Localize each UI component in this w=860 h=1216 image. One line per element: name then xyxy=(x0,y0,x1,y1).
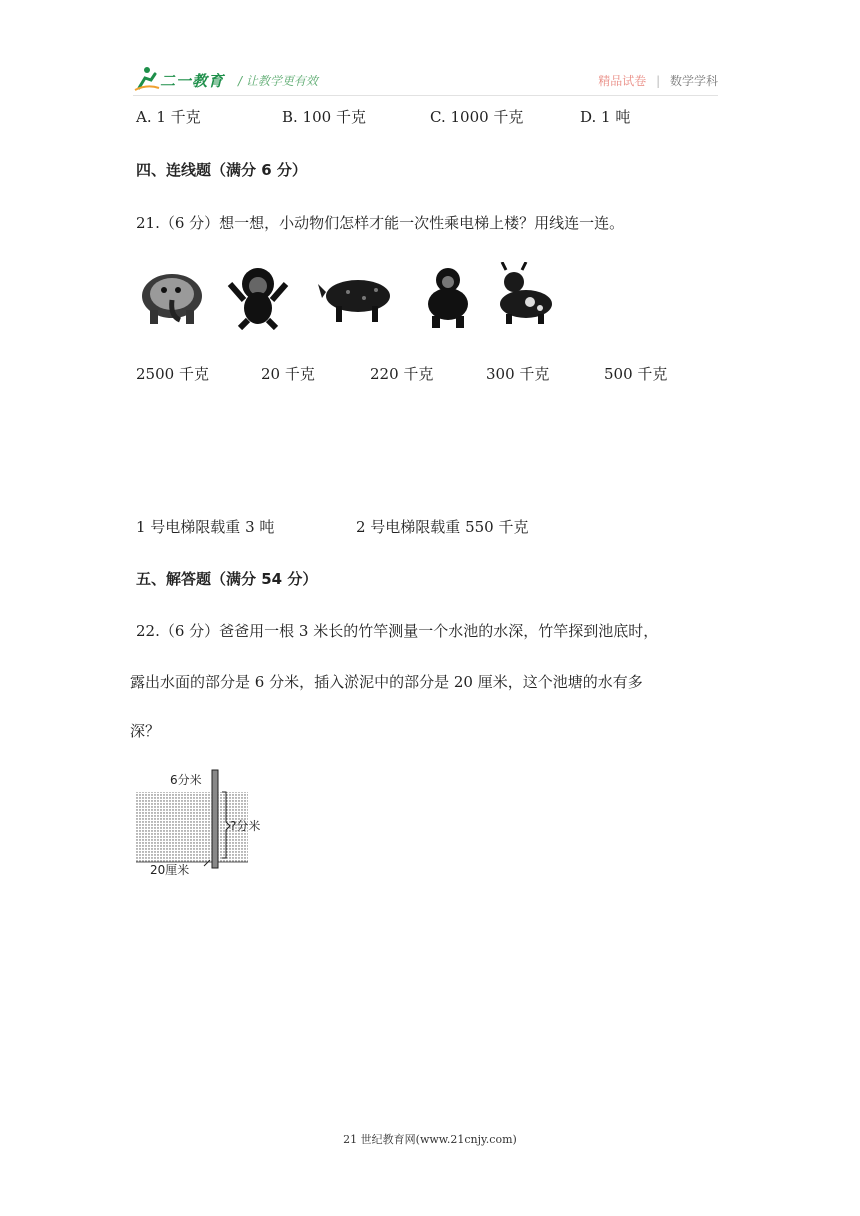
label-top: 6分米 xyxy=(170,773,202,787)
option-c: C. 1000 千克 xyxy=(430,108,524,126)
pond-diagram xyxy=(130,764,280,880)
elevator-1-label: 1 号电梯限载重 3 吨 xyxy=(136,518,275,536)
label-bottom: 20厘米 xyxy=(150,863,190,877)
option-b: B. 100 千克 xyxy=(282,108,366,126)
option-a: A. 1 千克 xyxy=(136,108,201,126)
elephant-icon xyxy=(142,274,202,324)
pig-icon xyxy=(318,280,390,322)
q22-line3: 深？ xyxy=(130,722,161,740)
weight-label: 2500 千克 xyxy=(136,365,209,383)
section5-title: 五、解答题（满分 54 分） xyxy=(136,570,318,588)
page-footer: 21 世纪教育网(www.21cnjy.com) xyxy=(343,1133,517,1146)
bamboo-pole xyxy=(212,770,218,868)
header-divider xyxy=(133,95,718,96)
dog-icon xyxy=(500,262,552,324)
weights-row xyxy=(136,363,736,387)
animal-row xyxy=(136,262,556,330)
option-d: D. 1 吨 xyxy=(580,108,631,126)
header-slogan: / 让教学更有效 xyxy=(238,74,318,88)
header-subject: 数学学科 xyxy=(669,74,718,88)
label-mid: ?分米 xyxy=(230,819,261,833)
q22-line1: 22.（6 分）爸爸用一根 3 米长的竹竿测量一个水池的水深，竹竿探到池底时， xyxy=(136,622,659,640)
weight-label: 220 千克 xyxy=(370,365,434,383)
weight-label: 500 千克 xyxy=(604,365,668,383)
q21-text: 21.（6 分）想一想，小动物们怎样才能一次性乘电梯上楼？用线连一连。 xyxy=(136,214,625,232)
monkey-icon xyxy=(230,268,286,328)
section4-title: 四、连线题（满分 6 分） xyxy=(136,161,307,179)
gorilla-icon xyxy=(428,268,468,328)
elevator-row xyxy=(136,516,736,540)
header-badge: 精品试卷 xyxy=(598,74,647,88)
weight-label: 20 千克 xyxy=(261,365,315,383)
weight-label: 300 千克 xyxy=(486,365,550,383)
header-brand: 二一教育 xyxy=(160,72,225,90)
elevator-2-label: 2 号电梯限载重 550 千克 xyxy=(356,518,529,536)
q22-line2: 露出水面的部分是 6 分米，插入淤泥中的部分是 20 厘米，这个池塘的水有多 xyxy=(130,673,643,691)
header-separator: | xyxy=(656,74,661,88)
header-right xyxy=(598,72,718,89)
